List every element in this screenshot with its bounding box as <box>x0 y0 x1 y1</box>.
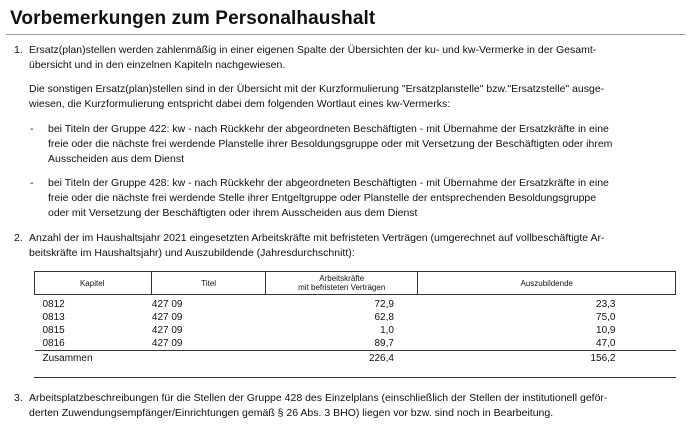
cell-arbeitskraefte: 72,9 <box>374 299 394 310</box>
table-sum-row <box>35 351 676 366</box>
item-1-line-1: Ersatz(plan)stellen werden zahlenmäßig in einer eigenen Spalte der Übersichten der ku- und kw-Vermerke in der Gesamt- <box>29 44 597 56</box>
cell-auszubildende: 10,9 <box>596 325 616 336</box>
cell-kapitel: 0813 <box>42 312 65 323</box>
header-arbeitskraefte-line-1: Arbeitskräfte <box>319 274 365 283</box>
bullet-2-line-3: oder mit Versetzung der Beschäftigten oder ihrem Ausscheiden aus dem Dienst <box>48 207 418 219</box>
table-bottom-rule <box>34 377 676 378</box>
table-header-row <box>35 272 676 295</box>
item-2-line-2: beitskräfte im Haushaltsjahr) und Auszubildende (Jahresdurchschnitt): <box>29 247 355 259</box>
cell-kapitel: 0816 <box>42 338 65 349</box>
cell-auszubildende: 47,0 <box>596 338 616 349</box>
cell-arbeitskraefte: 89,7 <box>374 338 394 349</box>
item-1-para2-line-2: wiesen, die Kurzformulierung entspricht dabei dem folgenden Wortlaut eines kw-Vermerks: <box>29 98 451 110</box>
bullet-1-line-2: freie oder die nächste frei werdende Planstelle ihrer Besoldungsgruppe oder mit Versetzung der Beschäftigten oder ihrem <box>48 138 613 150</box>
item-2-line-1: Anzahl der im Haushaltsjahr 2021 eingesetzten Arbeitskräfte mit befristeten Verträgen (umgerechnet auf vollbeschäftigte Ar- <box>29 232 605 244</box>
item-1-line-2: übersicht und in den einzelnen Kapiteln nachgewiesen. <box>29 59 286 71</box>
item-3-line-2: derten Zuwendungsempfänger/Einrichtungen gemäß § 26 Abs. 3 BHO) liegen vor bzw. sind noch in Bearbeitung. <box>29 407 554 419</box>
bullet-2-line-1: bei Titeln der Gruppe 428: kw - nach Rückkehr der abgeordneten Beschäftigten - mit Übernahme der Ersatzkräfte in eine <box>48 177 609 189</box>
sum-auszubildende: 156,2 <box>418 351 676 366</box>
page-title: Vorbemerkungen zum Personalhaushalt <box>10 8 376 29</box>
staff-table <box>34 271 676 365</box>
header-auszubildende: Auszubildende <box>418 272 676 295</box>
header-titel: Titel <box>152 272 266 295</box>
header-arbeitskraefte <box>265 272 418 295</box>
bullet-1-line-1: bei Titeln der Gruppe 422: kw - nach Rückkehr der abgeordneten Beschäftigten - mit Übernahme der Ersatzkräfte in eine <box>48 123 609 135</box>
item-3-line-1: Arbeitsplatzbeschreibungen für die Stellen der Gruppe 428 des Einzelplans (einschließlich der Stellen der institutionell geför- <box>29 392 608 404</box>
table-row <box>35 337 676 351</box>
table-row <box>35 298 676 311</box>
bullet-1-line-3: Ausscheiden aus dem Dienst <box>48 153 184 165</box>
item-2-number: 2. <box>14 232 23 244</box>
cell-kapitel: 0812 <box>42 299 65 310</box>
bullet-1-dash: - <box>30 123 34 135</box>
bullet-2-line-2: freie oder die nächste frei werdende Stelle ihrer Entgeltgruppe oder Planstelle der entsprechenden Besoldungsgruppe <box>48 192 597 204</box>
cell-auszubildende: 75,0 <box>596 312 616 323</box>
sum-label: Zusammen <box>35 351 152 366</box>
item-1-number: 1. <box>14 44 23 56</box>
cell-titel: 427 09 <box>151 312 183 323</box>
item-3-number: 3. <box>14 392 23 404</box>
sum-arbeitskraefte: 226,4 <box>265 351 418 366</box>
cell-arbeitskraefte: 62,8 <box>374 312 394 323</box>
item-1-para2-line-1: Die sonstigen Ersatz(plan)stellen sind in der Übersicht mit der Kurzformulierung "Ersatzplanstelle" bzw."Ersatzstelle" ausge- <box>29 83 605 95</box>
header-kapitel: Kapitel <box>35 272 152 295</box>
cell-titel: 427 09 <box>151 325 183 336</box>
bullet-2-dash: - <box>30 177 34 189</box>
table-row <box>35 311 676 324</box>
cell-kapitel: 0815 <box>42 325 65 336</box>
cell-titel: 427 09 <box>151 299 183 310</box>
cell-titel: 427 09 <box>151 338 183 349</box>
cell-auszubildende: 23,3 <box>596 299 616 310</box>
title-underline <box>6 34 685 35</box>
header-arbeitskraefte-line-2: mit befristeten Verträgen <box>298 283 386 292</box>
table-row <box>35 324 676 337</box>
cell-arbeitskraefte: 1,0 <box>380 325 394 336</box>
